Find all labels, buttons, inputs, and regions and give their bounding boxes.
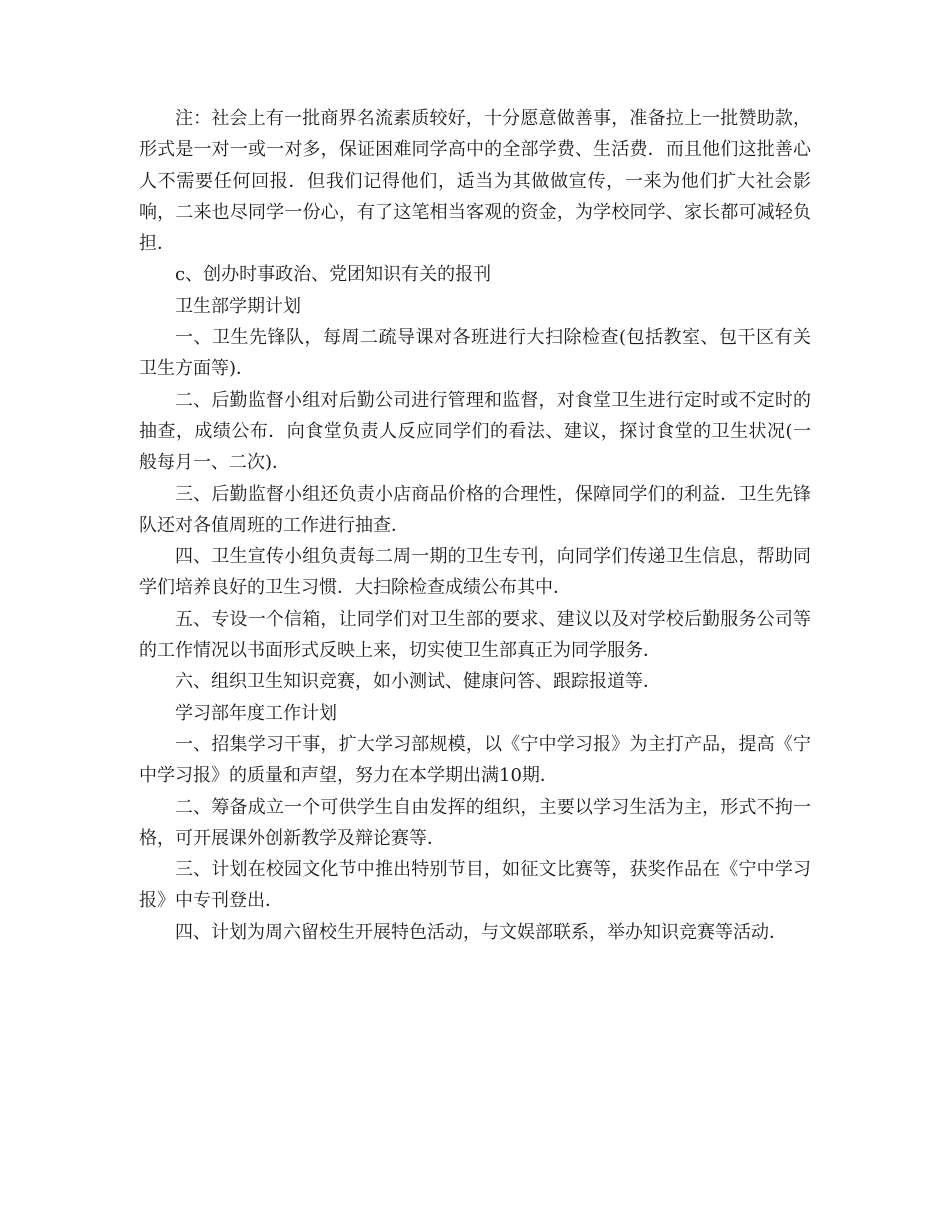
paragraph-hygiene-5: 五、专设一个信箱，让同学们对卫生部的要求、建议以及对学校后勤服务公司等的工作情况以书面形式反映上来，切实使卫生部真正为同学服务． [139, 608, 811, 662]
paragraph-hygiene-3: 三、后勤监督小组还负责小店商品价格的合理性，保障同学们的利益．卫生先锋队还对各值周班的工作进行抽查． [139, 483, 811, 536]
document-body [139, 103, 811, 948]
paragraph-hygiene-2: 二、后勤监督小组对后勤公司进行管理和监督，对食堂卫生进行定时或不定时的抽查，成绩公布．向食堂负责人反应同学们的看法、建议，探讨食堂的卫生状况(一般每月一、二次)． [139, 389, 811, 474]
paragraph-study-2: 二、筹备成立一个可供学生自由发挥的组织，主要以学习生活为主，形式不拘一格，可开展课外创新教学及辩论赛等． [139, 796, 811, 849]
section-heading-study: 学习部年度工作计划 [175, 702, 337, 724]
paragraph-hygiene-6: 六、组织卫生知识竞赛，如小测试、健康问答、跟踪报道等． [175, 671, 661, 693]
paragraph-study-1: 一、招集学习干事，扩大学习部规模，以《宁中学习报》为主打产品，提高《宁中学习报》的质量和声望，努力在本学期出满10期． [139, 733, 811, 787]
paragraph-note-sponsorship: 注：社会上有一批商界名流素质较好，十分愿意做善事，准备拉上一批赞助款，形式是一对一或一对多，保证困难同学高中的全部学费、生活费．而且他们这批善心人不需要任何回报．但我们记得他们，适当为其做做宣传，一来为他们扩大社会影响，二来也尽同学一份心，有了这笔相当客观的资金，为学校同学、家长都可减轻负担． [139, 108, 811, 255]
section-heading-hygiene: 卫生部学期计划 [175, 295, 301, 317]
paragraph-study-3: 三、计划在校园文化节中推出特别节目，如征文比赛等，获奖作品在《宁中学习报》中专刊登出． [139, 859, 811, 912]
paragraph-item-c: c、创办时事政治、党团知识有关的报刊 [175, 264, 492, 286]
paragraph-study-4: 四、计划为周六留校生开展特色活动，与文娱部联系，举办知识竞赛等活动． [175, 921, 787, 943]
paragraph-hygiene-1: 一、卫生先锋队，每周二疏导课对各班进行大扫除检查(包括教室、包干区有关卫生方面等)． [139, 327, 811, 380]
paragraph-hygiene-4: 四、卫生宣传小组负责每二周一期的卫生专刊，向同学们传递卫生信息，帮助同学们培养良好的卫生习惯．大扫除检查成绩公布其中． [139, 546, 811, 599]
